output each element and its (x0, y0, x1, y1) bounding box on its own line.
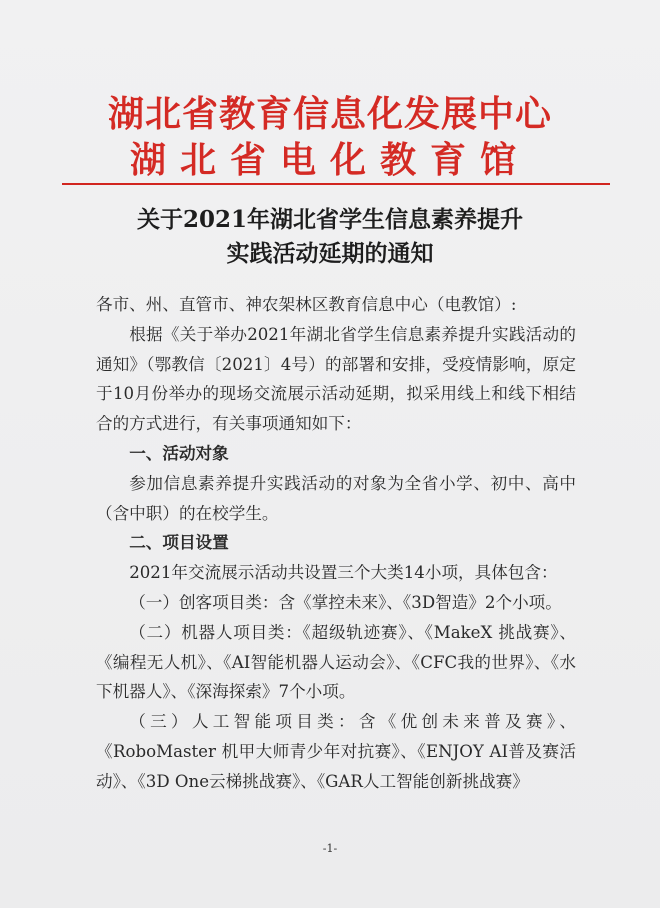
item-3-paragraph: （三）人工智能项目类：含《优创未来普及赛》、《RoboMaster 机甲大师青少年对抗赛》、《ENJOY AI普及赛活动》、《3D One云梯挑战赛》、《GAR人工智能创新挑战赛》 (96, 712, 576, 791)
section-2-paragraph: 2021年交流展示活动共设置三个大类14小项，具体包含： (129, 563, 558, 583)
header-org-line-2: 湖北省电化教育馆 (129, 139, 530, 181)
document-title-line-2: 实践活动延期的通知 (226, 240, 434, 267)
intro-paragraph: 根据《关于举办2021年湖北省学生信息素养提升实践活动的通知》（鄂教信〔2021〕4号）的部署和安排，受疫情影响，原定于10月份举办的现场交流展示活动延期，拟采用线上和线下相结合的方式进行，有关事项通知如下： (96, 324, 576, 434)
salutation: 各市、州、直管市、神农架林区教育信息中心（电教馆）: (96, 295, 517, 314)
header-org-line-1: 湖北省教育信息化发展中心 (107, 93, 552, 135)
section-1-heading: 一、活动对象 (129, 442, 229, 463)
document-body (96, 290, 576, 797)
header-red-divider (62, 183, 610, 185)
section-2-heading: 二、项目设置 (129, 532, 229, 553)
item-1-paragraph: （一）创客项目类：含《掌控未来》、《3D智造》2个小项。 (129, 592, 562, 612)
section-1-paragraph: 参加信息素养提升实践活动的对象为全省小学、初中、高中（含中职）的在校学生。 (96, 473, 576, 523)
document-title-line-1: 关于2021年湖北省学生信息素养提升 (136, 206, 523, 233)
page-number: -1- (322, 842, 338, 855)
item-2-paragraph: （二）机器人项目类：《超级轨迹赛》、《MakeX 挑战赛》、《编程无人机》、《AI智能机器人运动会》、《CFC我的世界》、《水下机器人》、《深海探索》7个小项。 (96, 622, 576, 702)
